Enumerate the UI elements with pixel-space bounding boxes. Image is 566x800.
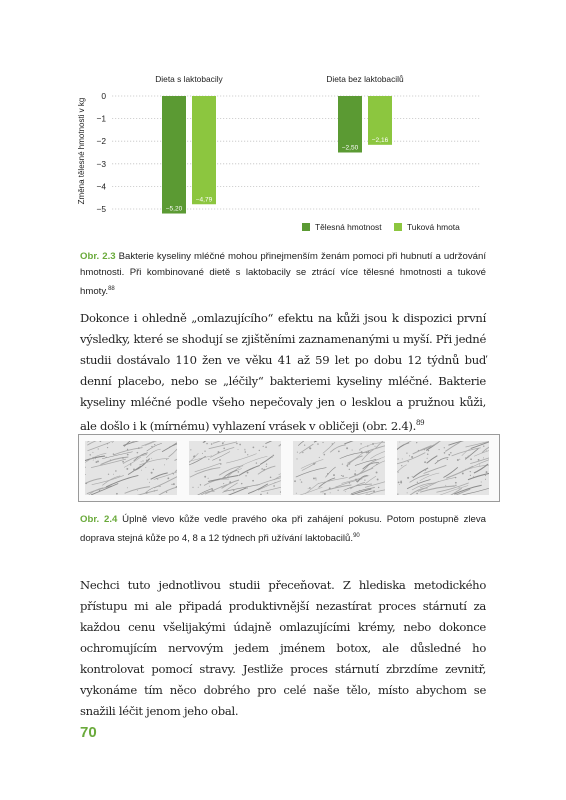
figure-2-3-label: Obr. 2.3	[80, 251, 116, 262]
y-tick-label: −4	[96, 181, 106, 192]
bar-value-label: −2,16	[371, 136, 389, 144]
group-label-with-lactobacilli: Dieta s laktobacily	[155, 74, 223, 84]
y-axis-label: Změna tělesné hmotnosti v kg	[77, 97, 86, 205]
y-tick-label: −5	[96, 204, 106, 214]
bar-body-weight-with	[162, 96, 186, 214]
y-tick-label: −1	[96, 113, 106, 124]
weight-change-chart	[70, 66, 490, 236]
skin-photo-8-weeks	[293, 441, 385, 495]
bar-value-label: −4,79	[195, 196, 213, 204]
skin-photo-4-weeks	[189, 441, 281, 495]
skin-photo-12-weeks	[397, 441, 489, 495]
figure-2-4-label: Obr. 2.4	[80, 514, 118, 525]
y-tick-label: −3	[96, 158, 106, 169]
group-label-without-lactobacilli: Dieta bez laktobacilů	[326, 74, 404, 84]
legend-label-fat-mass: Tuková hmota	[407, 222, 460, 232]
figure-2-4-reference: 90	[353, 533, 360, 539]
y-tick-label: 0	[101, 91, 106, 101]
legend-swatch-fat-mass	[394, 223, 402, 231]
figure-2-3-caption	[80, 249, 486, 300]
legend-label-body-weight: Tělesná hmotnost	[315, 222, 382, 232]
figure-2-4-caption	[80, 512, 486, 547]
figure-2-3-reference: 88	[108, 286, 115, 292]
skin-photo-baseline	[85, 441, 177, 495]
y-tick-label: −2	[96, 136, 106, 147]
body-paragraph-1	[80, 308, 486, 437]
legend-swatch-body-weight	[302, 223, 310, 231]
bar-fat-mass-with	[192, 96, 216, 204]
figure-2-4-caption-text: Úplně vlevo kůže vedle pravého oka při zahájení pokusu. Potom postupně zleva doprava stejná kůže po 4, 8 a 12 týdnech při užívání laktobacilů.	[80, 514, 486, 545]
page-number: 70	[80, 724, 97, 741]
bar-value-label: −2,50	[341, 144, 359, 152]
body-paragraph-1-reference: 89	[416, 419, 425, 427]
skin-photo-strip	[78, 434, 500, 502]
bar-value-label: −5,20	[165, 205, 183, 213]
figure-2-3-caption-text: Bakterie kyseliny mléčné mohou přinejmenším ženám pomoci při hubnutí a udržování hmotnosti. Při kombinované dietě s laktobacily se ztrácí více tělesné hmotnosti a tukové hmoty.	[80, 251, 486, 298]
body-paragraph-2: Nechci tuto jednotlivou studii přeceňovat. Z hlediska metodického přístupu mi ale připadá produktivnější nezastírat proces stárnutí za každou cenu všelijakými údajně omlazujícími krémy, nebo dokonce ochromujícím nervovým jedem jménem botox, ale důsledné ho kontrolovat pomocí stravy. Jestliže proces stárnutí zbrzdíme zevnitř, vykonáme tím něco dobrého pro celé naše tělo, místo abychom se snažili léčit jenom jeho obal.	[80, 578, 486, 718]
body-paragraph-1-text: Dokonce i ohledně „omlazujícího“ efektu na kůži jsou k dispozici první výsledky, které se shodují se zjištěními zaznamenanými u myší. Při jedné studii dostávalo 110 žen ve věku 41 až 59 let po dobu 12 týdnů buď denní placebo, nebo se „léčily“ bakteriemi kyseliny mléčné. Bakterie kyseliny mléčné podle všeho nepečovaly jen o lesklou a pružnou kůži, ale došlo i k (mírnému) vyhlazení vrásek v obličeji (obr. 2.4).	[80, 311, 486, 433]
